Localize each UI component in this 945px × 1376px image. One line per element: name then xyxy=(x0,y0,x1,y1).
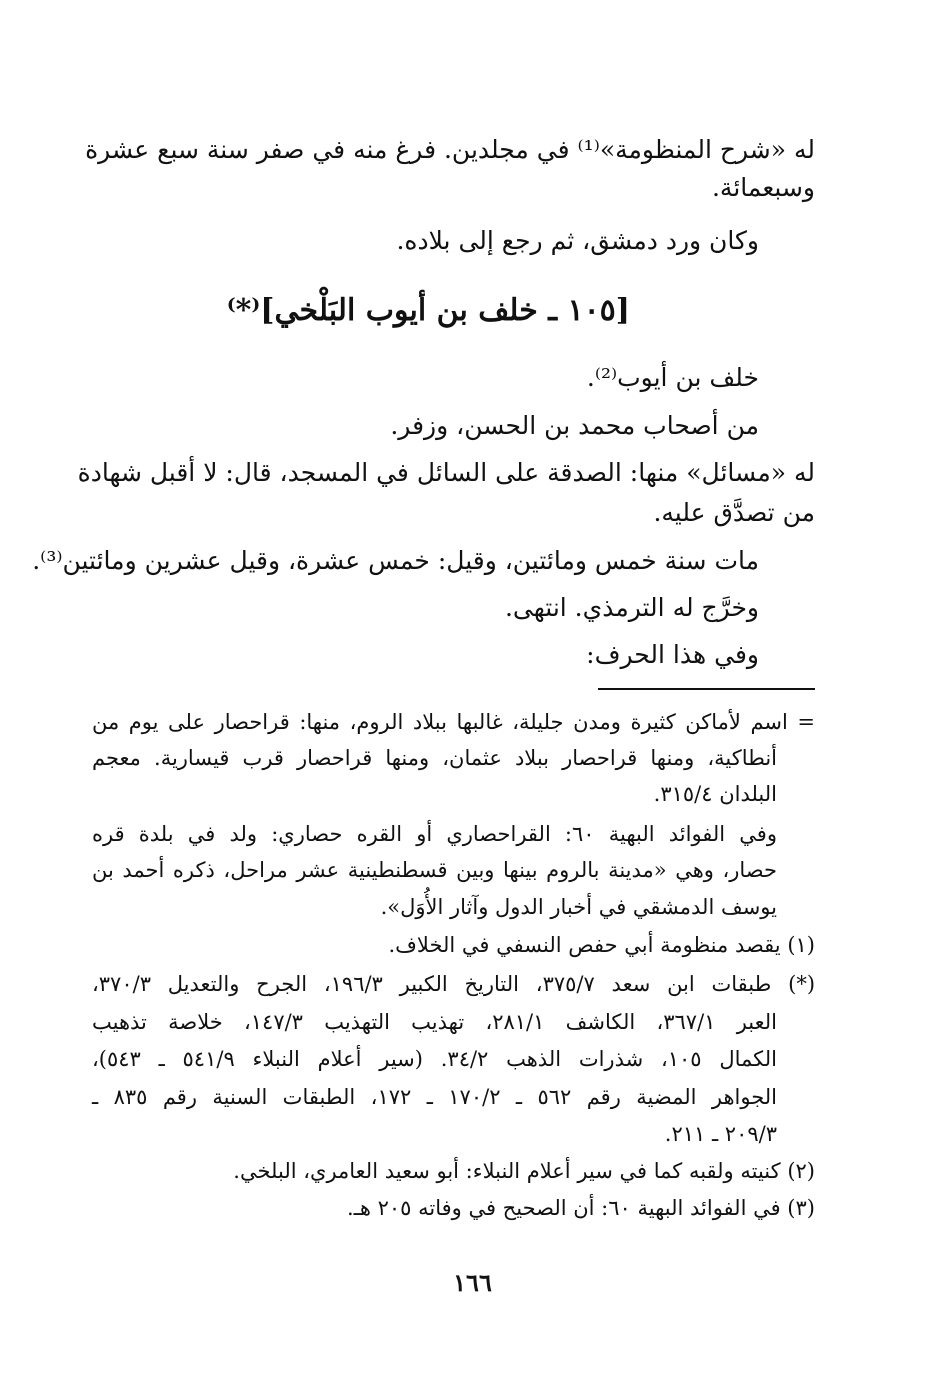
section-heading: [١٠٥ ـ خلف بن أيوب البَلْخي]⁽*⁾ xyxy=(226,293,630,328)
body-line-5: خلف بن أيوب⁽²⁾. xyxy=(586,363,759,392)
footnote-line-1: = اسم لأماكن كثيرة ومدن جليلة، غالبها ببلاد الروم، منها: قراحصار على يوم من xyxy=(92,710,815,734)
footnote-line-8: (*) طبقات ابن سعد ٣٧٥/٧، التاريخ الكبير ١٩٦/٣، الجرح والتعديل ٣٧٠/٣، xyxy=(92,972,816,996)
footnote-divider xyxy=(598,688,815,690)
body-line-9: مات سنة خمس ومائتين، وقيل: خمس عشرة، وقيل عشرين ومائتين⁽³⁾. xyxy=(32,546,759,575)
footnote-line-10: الكمال ١٠٥، شذرات الذهب ٣٤/٢. (سير أعلام النبلاء ٥٤١/٩ ـ ٥٤٣)، xyxy=(92,1047,777,1071)
body-line-8: من تصدَّق عليه. xyxy=(653,498,815,527)
footnote-line-6: يوسف الدمشقي في أخبار الدول وآثار الأُوَل». xyxy=(380,895,777,919)
footnote-line-12: ٢٠٩/٣ ـ ٢١١. xyxy=(664,1122,777,1146)
page-number: ١٦٦ xyxy=(453,1268,492,1297)
footnote-line-13: (٢) كنيته ولقبه كما في سير أعلام النبلاء: أبو سعيد العامري، البلخي. xyxy=(233,1159,815,1183)
footnote-line-4: وفي الفوائد البهية ٦٠: القراحصاري أو القره حصاري: ولد في بلدة قره xyxy=(92,822,777,846)
footnote-line-14: (٣) في الفوائد البهية ٦٠: أن الصحيح في وفاته ٢٠٥ هـ. xyxy=(347,1196,815,1220)
body-line-10: وخرَّج له الترمذي. انتهى. xyxy=(504,593,759,622)
body-line-7: له «مسائل» منها: الصدقة على السائل في المسجد، قال: لا أقبل شهادة xyxy=(77,458,815,487)
body-line-1: له «شرح المنظومة»⁽¹⁾ في مجلدين. فرغ منه في صفر سنة سبع عشرة xyxy=(85,135,815,164)
body-line-2: وسبعمائة. xyxy=(711,173,815,202)
footnote-line-7: (١) يقصد منظومة أبي حفص النسفي في الخلاف. xyxy=(388,933,815,957)
body-line-3: وكان ورد دمشق، ثم رجع إلى بلاده. xyxy=(396,226,759,255)
footnote-line-3: البلدان ٣١٥/٤. xyxy=(653,782,777,806)
body-line-11: وفي هذا الحرف: xyxy=(586,640,759,669)
footnote-line-9: العبر ٣٦٧/١، الكاشف ٢٨١/١، تهذيب التهذيب ١٤٧/٣، خلاصة تذهيب xyxy=(92,1010,777,1034)
footnote-line-5: حصار، وهي «مدينة بالروم بينها وبين قسطنطينية عشر مراحل، ذكره أحمد بن xyxy=(92,858,777,882)
footnote-line-11: الجواهر المضية رقم ٥٦٢ ـ ١٧٠/٢ ـ ١٧٢، الطبقات السنية رقم ٨٣٥ ـ xyxy=(92,1085,777,1109)
body-line-6: من أصحاب محمد بن الحسن، وزفر. xyxy=(390,411,759,440)
footnote-line-2: أنطاكية، ومنها قراحصار ببلاد عثمان، ومنها قراحصار قرب قيسارية. معجم xyxy=(92,746,777,770)
